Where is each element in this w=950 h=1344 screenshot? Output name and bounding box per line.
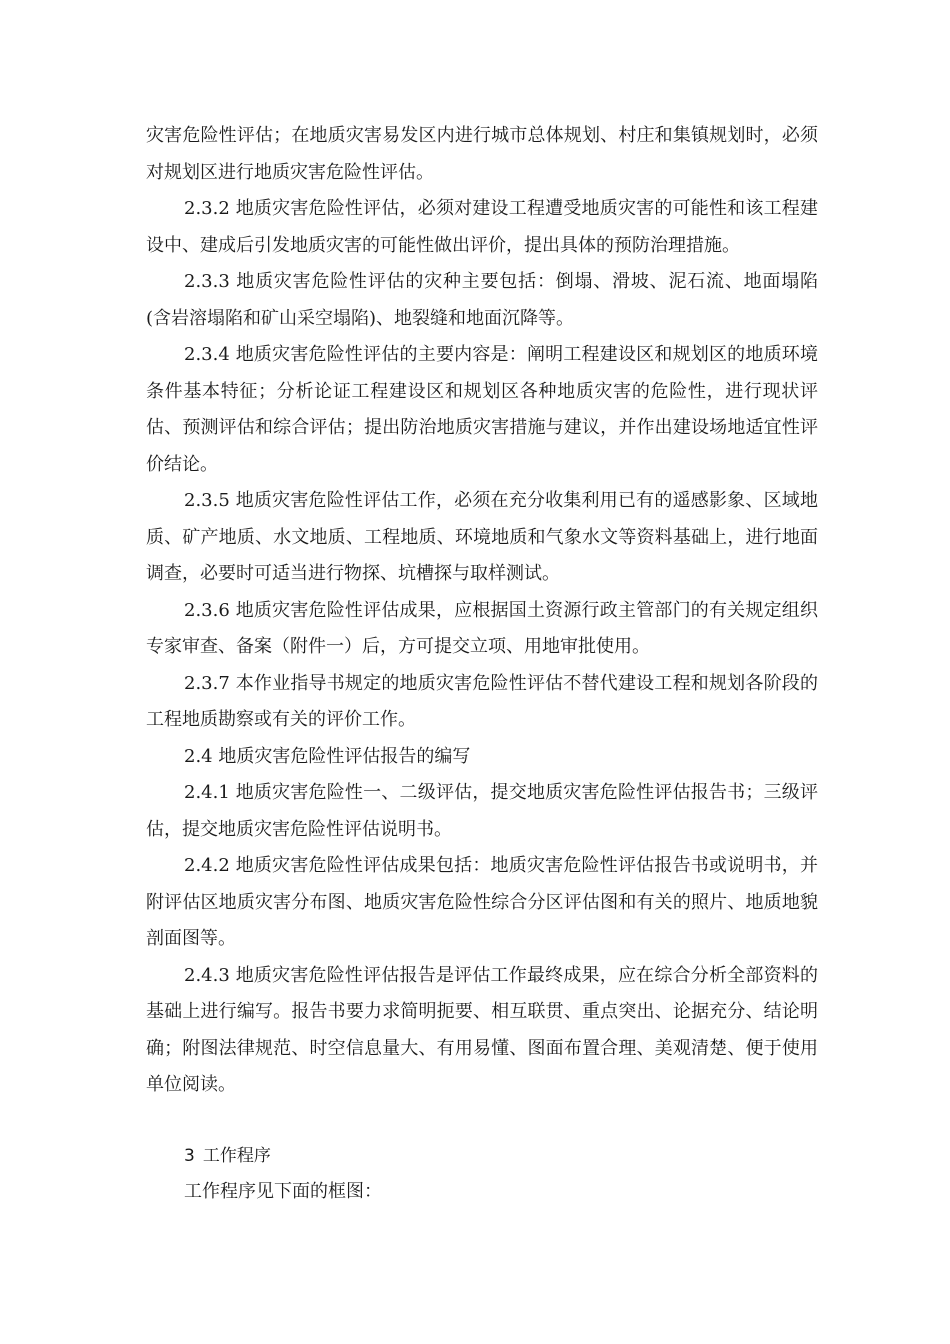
- section-number: 3: [184, 1145, 195, 1166]
- paragraph-2-3-7: 2.3.7 本作业指导书规定的地质灾害危险性评估不替代建设工程和规划各阶段的工程地质勘察或有关的评价工作。: [146, 672, 818, 730]
- paragraph-2-4-1: 2.4.1 地质灾害危险性一、二级评估，提交地质灾害危险性评估报告书；三级评估，提交地质灾害危险性评估说明书。: [146, 782, 818, 840]
- paragraph-2-3-6: 2.3.6 地质灾害危险性评估成果，应根据国土资源行政主管部门的有关规定组织专家审查、备案（附件一）后，方可提交立项、用地审批使用。: [146, 599, 818, 657]
- paragraph-2-4-3: 2.4.3 地质灾害危险性评估报告是评估工作最终成果，应在综合分析全部资料的基础上进行编写。报告书要力求简明扼要、相互联贯、重点突出、论据充分、结论明确；附图法律规范、时空信息量大、有用易懂、图面布置合理、美观清楚、便于使用单位阅读。: [146, 964, 818, 1095]
- paragraph-2-3-5: 2.3.5 地质灾害危险性评估工作，必须在充分收集利用已有的遥感影象、区域地质、矿产地质、水文地质、工程地质、环境地质和气象水文等资料基础上，进行地面调查，必要时可适当进行物探、坑槽探与取样测试。: [146, 490, 818, 584]
- section-intro-paragraph: 工作程序见下面的框图：: [184, 1181, 382, 1202]
- subsection-heading-2-4: 2.4 地质灾害危险性评估报告的编写: [184, 745, 471, 767]
- section-title: 工作程序: [202, 1145, 271, 1166]
- section-heading: [146, 1138, 818, 1175]
- paragraph-2-3-2: 2.3.2 地质灾害危险性评估，必须对建设工程遭受地质灾害的可能性和该工程建设中、建成后引发地质灾害的可能性做出评价，提出具体的预防治理措施。: [146, 198, 818, 256]
- paragraph-2-4-2: 2.4.2 地质灾害危险性评估成果包括：地质灾害危险性评估报告书或说明书，并附评估区地质灾害分布图、地质灾害危险性综合分区评估图和有关的照片、地质地貌剖面图等。: [146, 855, 818, 949]
- paragraph-2-3-4: 2.3.4 地质灾害危险性评估的主要内容是：阐明工程建设区和规划区的地质环境条件基本特征；分析论证工程建设区和规划区各种地质灾害的危险性，进行现状评估、预测评估和综合评估；提出防治地质灾害措施与建议，并作出建设场地适宜性评价结论。: [146, 344, 818, 475]
- paragraph-2-3-3: 2.3.3 地质灾害危险性评估的灾种主要包括：倒塌、滑坡、泥石流、地面塌陷(含岩溶塌陷和矿山采空塌陷)、地裂缝和地面沉降等。: [146, 271, 818, 329]
- document-body: [146, 118, 818, 1211]
- paragraph-continuation: 灾害危险性评估；在地质灾害易发区内进行城市总体规划、村庄和集镇规划时，必须对规划区进行地质灾害危险性评估。: [146, 125, 818, 183]
